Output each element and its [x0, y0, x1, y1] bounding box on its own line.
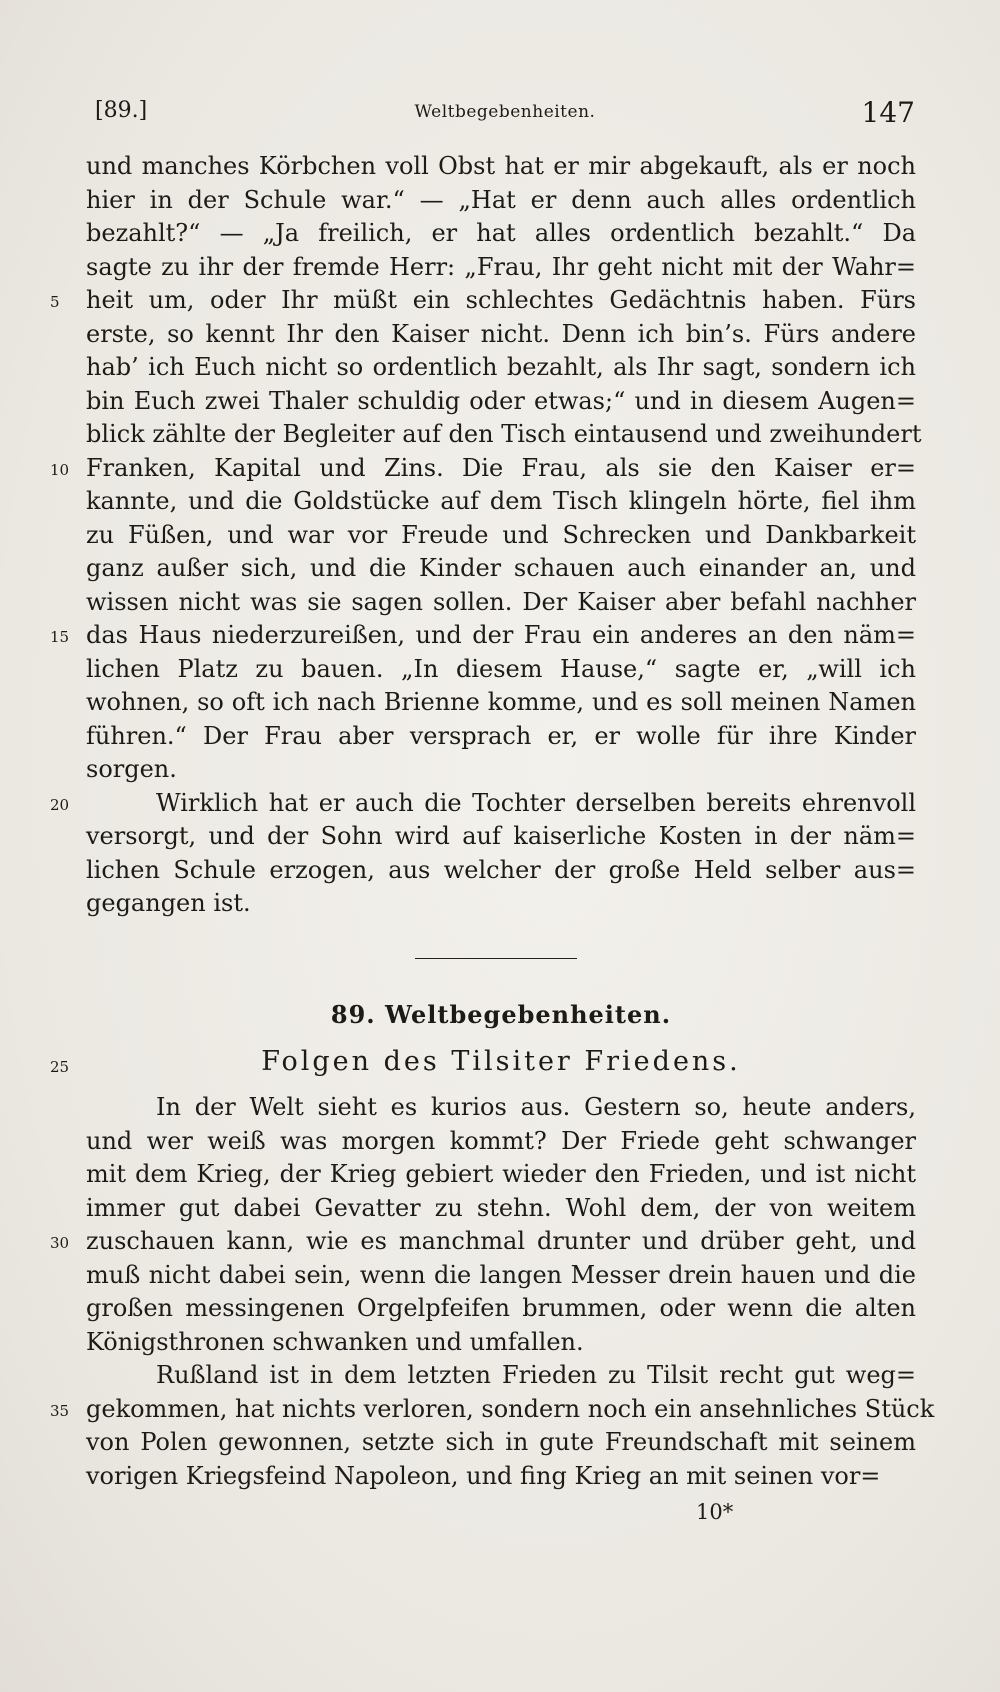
line-text: führen.“ Der Frau aber versprach er, er wolle für ihre Kinder — [86, 721, 916, 750]
line-text: lichen Schule erzogen, aus welcher der große Held selber aus= — [86, 855, 916, 884]
line-text: lichen Platz zu bauen. „In diesem Hause,“ sagte er, „will ich — [86, 654, 916, 683]
text-line — [86, 1292, 916, 1326]
line-number: 10 — [50, 460, 70, 479]
line-text: mit dem Krieg, der Krieg gebiert wieder den Frieden, und ist nicht — [86, 1160, 916, 1188]
text-line — [86, 418, 922, 452]
line-text: sagte zu ihr der fremde Herr: „Frau, Ihr geht nicht mit der Wahr= — [86, 252, 916, 281]
section-divider — [415, 958, 577, 959]
text-line — [86, 686, 916, 720]
line-text: erste, so kennt Ihr den Kaiser nicht. Denn ich bin’s. Fürs andere — [86, 319, 916, 348]
text-line — [50, 1393, 935, 1427]
text-line — [50, 787, 916, 821]
line-text: ganz außer sich, und die Kinder schauen auch einander an, und — [86, 554, 916, 582]
line-text: Franken, Kapital und Zins. Die Frau, als sie den Kaiser er= — [86, 453, 916, 482]
text-line — [86, 753, 916, 787]
text-line — [86, 385, 916, 419]
section-subtitle: Folgen des Tilsiter Friedens. — [261, 1046, 741, 1077]
text-line — [86, 1259, 916, 1293]
text-line — [86, 586, 916, 620]
line-text: In der Welt sieht es kurios aus. Gestern so, heute anders, — [156, 1093, 916, 1121]
text-line — [86, 1192, 916, 1226]
text-line — [86, 184, 916, 218]
line-text: muß nicht dabei sein, wenn die langen Messer drein hauen und die — [86, 1260, 916, 1289]
running-title: Weltbegebenheiten. — [414, 102, 596, 122]
line-text: blick zählte der Begleiter auf den Tisch eintausend und zweihundert — [86, 420, 922, 448]
line-text: Wirklich hat er auch die Tochter derselben bereits ehrenvoll — [156, 788, 916, 817]
line-text: gegangen ist. — [86, 889, 251, 917]
text-line — [86, 653, 916, 687]
line-number: 35 — [50, 1401, 70, 1420]
text-line — [50, 1225, 916, 1259]
text-line — [86, 1125, 916, 1159]
text-line — [86, 1359, 916, 1393]
line-number: 15 — [50, 628, 70, 646]
line-text: gekommen, hat nichts verloren, sondern noch ein ansehnliches Stück — [86, 1394, 935, 1423]
text-block-2 — [50, 1091, 935, 1493]
text-line — [86, 485, 916, 519]
running-header — [95, 98, 915, 134]
line-text: kannte, und die Goldstücke auf dem Tisch klingeln hörte, fiel ihm — [86, 487, 916, 515]
line-text: das Haus niederzureißen, und der Frau ein anderes an den näm= — [86, 621, 916, 649]
text-line — [86, 854, 916, 888]
text-line — [86, 318, 916, 352]
text-line — [86, 1091, 916, 1125]
line-text: versorgt, und der Sohn wird auf kaiserliche Kosten in der näm= — [86, 822, 916, 850]
text-line — [86, 519, 916, 553]
line-text: wohnen, so oft ich nach Brienne komme, und es soll meinen Namen — [86, 688, 916, 716]
text-line — [86, 552, 916, 586]
text-line — [50, 619, 916, 653]
line-text: bezahlt?“ — „Ja freilich, er hat alles ordentlich bezahlt.“ Da — [86, 219, 916, 247]
line-text: Königsthronen schwanken und umfallen. — [86, 1327, 584, 1356]
line-text: wissen nicht was sie sagen sollen. Der Kaiser aber befahl nachher — [86, 587, 916, 616]
line-text: heit um, oder Ihr müßt ein schlechtes Gedächtnis haben. Fürs — [86, 286, 916, 314]
line-text: hab’ ich Euch nicht so ordentlich bezahlt, als Ihr sagt, sondern ich — [86, 353, 916, 381]
line-text: hier in der Schule war.“ — „Hat er denn auch alles ordentlich — [86, 185, 916, 214]
line-text: großen messingenen Orgelpfeifen brummen, oder wenn die alten — [86, 1294, 916, 1322]
text-line — [86, 217, 916, 251]
line-text: zuschauen kann, wie es manchmal drunter und drüber geht, und — [86, 1227, 916, 1255]
line-text: vorigen Kriegsfeind Napoleon, und fing Krieg an mit seinen vor= — [86, 1461, 881, 1490]
text-line — [86, 1158, 916, 1192]
line-number: 20 — [50, 795, 70, 814]
line-text: bin Euch zwei Thaler schuldig oder etwas;“ und in diesem Augen= — [86, 386, 916, 415]
text-line — [86, 251, 916, 285]
section-title: 89. Weltbegebenheiten. — [330, 1000, 672, 1029]
line-text: Rußland ist in dem letzten Frieden zu Tilsit recht gut weg= — [156, 1361, 916, 1389]
signature-mark: 10* — [696, 1500, 734, 1524]
text-block-1 — [50, 150, 922, 921]
text-line — [86, 720, 916, 754]
line-text: zu Füßen, und war vor Freude und Schrecken und Dankbarkeit — [86, 520, 916, 549]
line-text: und manches Körbchen voll Obst hat er mir abgekauft, als er noch — [86, 152, 916, 180]
line-number: 30 — [50, 1234, 70, 1252]
line-text: immer gut dabei Gevatter zu stehn. Wohl dem, der von weitem — [86, 1193, 916, 1222]
line-number: 5 — [50, 293, 60, 311]
text-line — [86, 1426, 916, 1460]
text-line — [86, 351, 916, 385]
text-line — [86, 820, 916, 854]
section-marker: [89.] — [95, 98, 148, 123]
text-line — [50, 452, 916, 486]
line-text: sorgen. — [86, 755, 177, 783]
text-line — [86, 1326, 916, 1360]
line-text: von Polen gewonnen, setzte sich in gute Freundschaft mit seinem — [86, 1428, 916, 1456]
text-line — [86, 150, 916, 184]
text-line — [86, 1460, 916, 1494]
line-text: und wer weiß was morgen kommt? Der Friede geht schwanger — [86, 1126, 916, 1155]
line-number: 25 — [50, 1058, 70, 1076]
text-line — [86, 887, 916, 921]
page-number: 147 — [861, 96, 915, 129]
text-line — [50, 284, 916, 318]
